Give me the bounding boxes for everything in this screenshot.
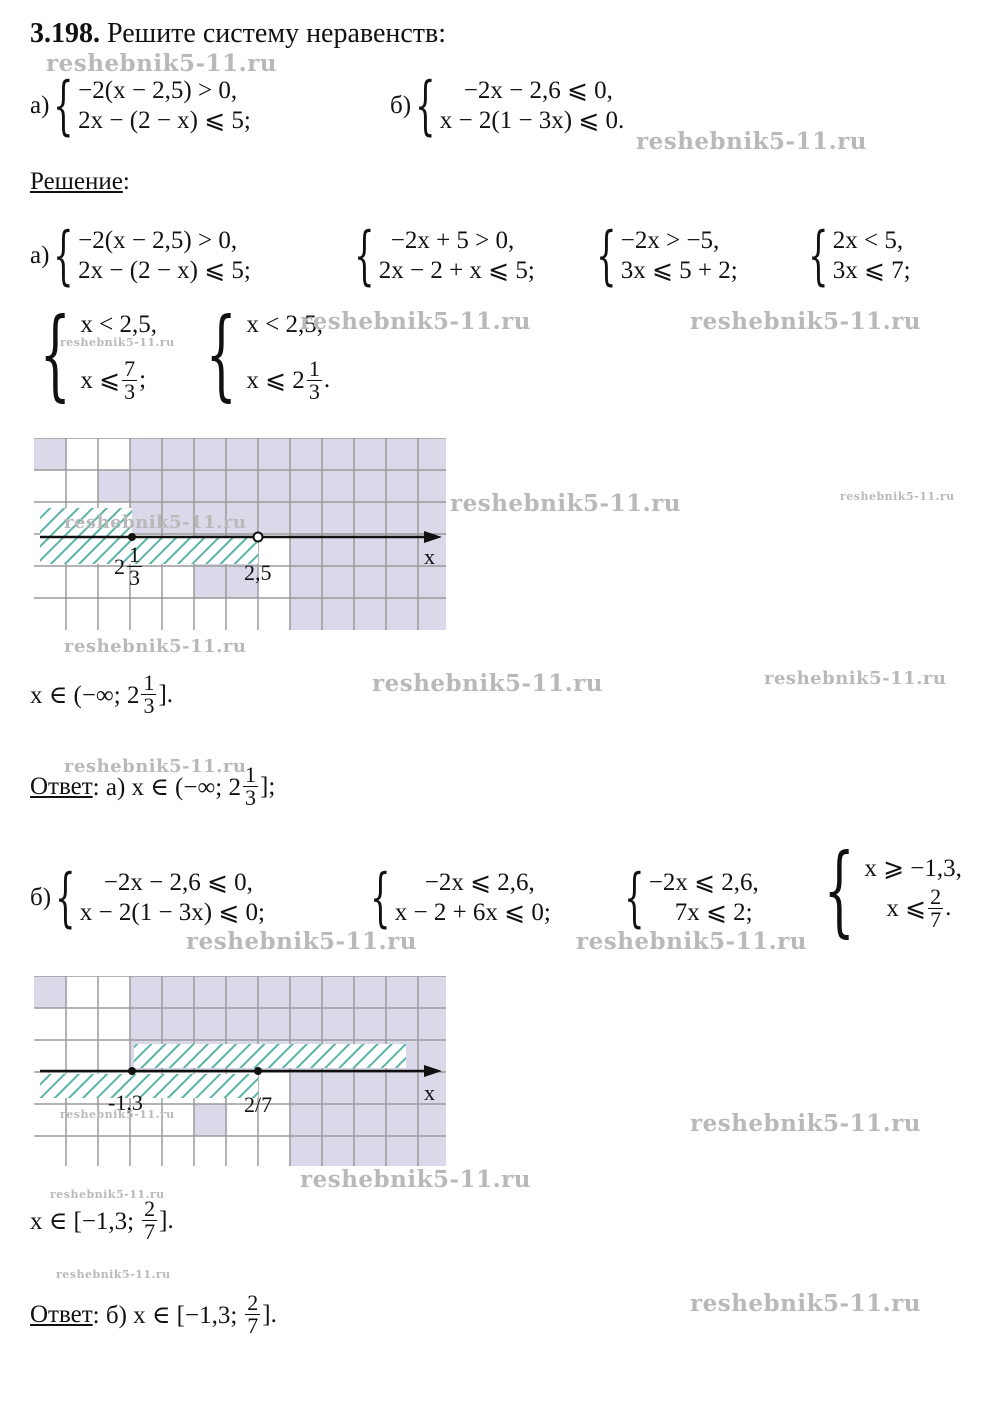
result-a: x ∈ (−∞; 2 $\frac{1}{3}$ ]. [30, 670, 174, 718]
a-step5: { x < 2,5, x ⩽ $\frac{7}{3}$ ; [39, 298, 157, 412]
axis-label: x [424, 1080, 435, 1105]
watermark: reshebnik5-11.ru [46, 50, 277, 77]
hatch-x-le-2-7 [40, 1074, 258, 1098]
answer-b: Ответ : б) x ∈ [−1,3; $\frac{2}{7}$ ]. [30, 1290, 277, 1338]
problem-number: 3.198. [30, 18, 100, 49]
watermark: reshebnik5-11.ru [372, 670, 603, 697]
point2-label: 2/7 [244, 1092, 273, 1117]
a-step4: { 2x < 5, 3x ⩽ 7; [808, 219, 911, 293]
point-open [254, 533, 263, 542]
watermark: reshebnik5-11.ru [450, 490, 681, 517]
b-step2: { −2x ⩽ 2,6, x − 2 + 6x ⩽ 0; [370, 861, 551, 935]
result-b: x ∈ [−1,3; $\frac{2}{7}$ ]. [30, 1196, 174, 1244]
watermark: reshebnik5-11.ru [300, 308, 531, 335]
point-closed [128, 533, 136, 541]
watermark: reshebnik5-11.ru [64, 636, 247, 657]
watermark: reshebnik5-11.ru [50, 1188, 165, 1201]
watermark: reshebnik5-11.ru [636, 128, 867, 155]
watermark: reshebnik5-11.ru [690, 1110, 921, 1137]
b-step4: { x ⩾ −1,3, x ⩽ $\frac{2}{7}$ . [823, 834, 962, 948]
hatch-x-ge-neg-1-3 [134, 1044, 406, 1068]
problem-header [30, 18, 446, 50]
a-step2: { −2x + 5 > 0, 2x − 2 + x ⩽ 5; [354, 219, 535, 293]
number-line-a [34, 438, 446, 630]
problem-statement: Решите систему неравенств: [107, 18, 447, 49]
watermark: reshebnik5-11.ru [64, 512, 247, 533]
watermark: reshebnik5-11.ru [300, 1166, 531, 1193]
a-step1: а) { −2(x − 2,5) > 0, 2x − (2 − x) ⩽ 5; [30, 219, 251, 293]
watermark: reshebnik5-11.ru [840, 490, 955, 503]
watermark: reshebnik5-11.ru [56, 1268, 171, 1281]
point-closed [128, 1067, 136, 1075]
answer-a: Ответ : а) x ∈ (−∞; 2 $\frac{1}{3}$ ]; [30, 762, 276, 810]
problem-system-b: б) { −2x − 2,6 ⩽ 0, x − 2(1 − 3x) ⩽ 0. [390, 69, 625, 143]
hatch-x-le-2-1-3 [40, 538, 258, 564]
watermark: reshebnik5-11.ru [64, 756, 247, 777]
b-step1: б) { −2x − 2,6 ⩽ 0, x − 2(1 − 3x) ⩽ 0; [30, 861, 266, 935]
watermark: reshebnik5-11.ru [186, 928, 417, 955]
point-closed [254, 1067, 262, 1075]
problem-system-a: а) { −2(x − 2,5) > 0, 2x − (2 − x) ⩽ 5; [30, 69, 251, 143]
watermark: reshebnik5-11.ru [576, 928, 807, 955]
watermark: reshebnik5-11.ru [60, 336, 175, 349]
point1-label: -1,3 [108, 1090, 143, 1115]
b-step3: { −2x ⩽ 2,6, 7x ⩽ 2; [624, 861, 759, 935]
watermark: reshebnik5-11.ru [60, 1108, 175, 1121]
watermark: reshebnik5-11.ru [764, 668, 947, 689]
a-step6: { x < 2,5, x ⩽ 2 $\frac{1}{3}$ . [205, 298, 331, 412]
a-step3: { −2x > −5, 3x ⩽ 5 + 2; [596, 219, 738, 293]
watermark: reshebnik5-11.ru [690, 308, 921, 335]
point1-label: 2 $\frac{1}{3}$ [114, 542, 140, 590]
axis-label: x [424, 544, 435, 569]
number-line-b [34, 976, 446, 1166]
watermark: reshebnik5-11.ru [690, 1290, 921, 1317]
solution-heading: Решение: [30, 168, 130, 195]
point2-label: 2,5 [244, 560, 272, 585]
